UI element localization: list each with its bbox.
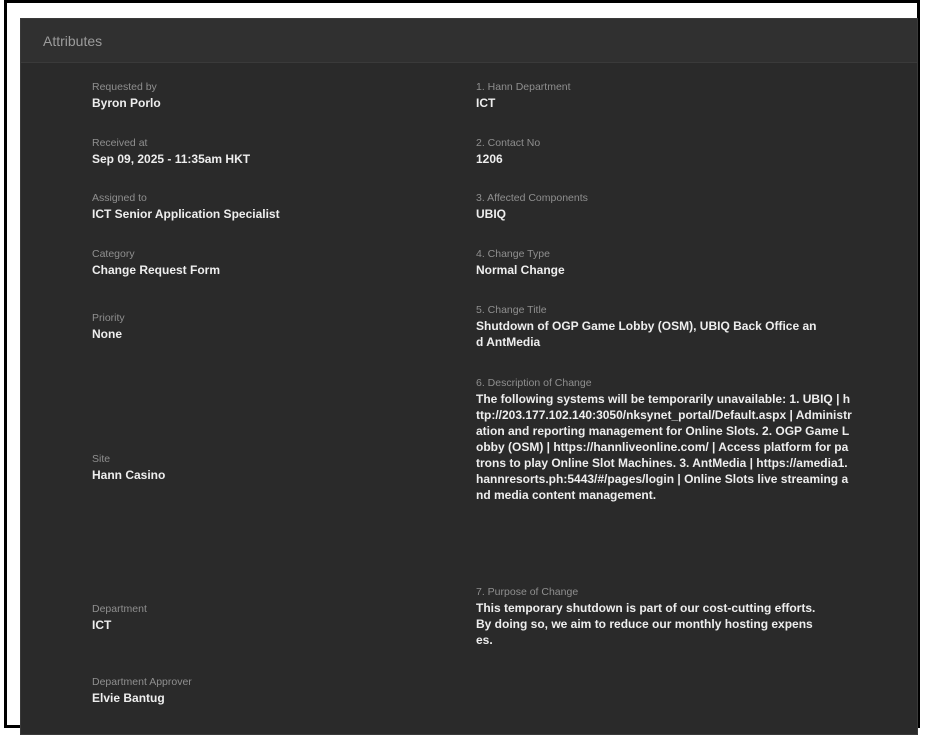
department-label: Department	[92, 603, 147, 615]
field-requested-by	[92, 80, 422, 111]
field-site	[92, 452, 422, 483]
field-department-approver	[92, 675, 422, 706]
requested-by-value: Byron Porlo	[92, 96, 161, 110]
field-assigned-to	[92, 191, 422, 222]
requested-by-label: Requested by	[92, 81, 157, 93]
affected-components-label: 3. Affected Components	[476, 192, 588, 204]
assigned-to-label: Assigned to	[92, 192, 147, 204]
department-value: ICT	[92, 618, 112, 632]
received-at-label: Received at	[92, 137, 148, 149]
site-label: Site	[92, 453, 111, 465]
field-received-at	[92, 136, 422, 167]
field-category	[92, 247, 422, 278]
field-change-type	[476, 247, 846, 278]
category-label: Category	[92, 248, 135, 260]
department-approver-value: Elvie Bantug	[92, 691, 165, 705]
field-change-title	[476, 303, 821, 350]
purpose-of-change-label: 7. Purpose of Change	[476, 586, 579, 598]
field-priority	[92, 311, 422, 342]
panel-title: Attributes	[43, 32, 103, 49]
affected-components-value: UBIQ	[476, 207, 506, 221]
field-department	[92, 602, 422, 633]
contact-no-value: 1206	[476, 152, 503, 166]
priority-label: Priority	[92, 312, 125, 324]
change-title-value: Shutdown of OGP Game Lobby (OSM), UBIQ Back Office and AntMedia	[476, 319, 817, 349]
category-value: Change Request Form	[92, 263, 221, 277]
change-type-label: 4. Change Type	[476, 248, 550, 260]
purpose-of-change-value: This temporary shutdown is part of our cost-cutting efforts. By doing so, we aim to reduce our monthly hosting expenses.	[476, 601, 816, 647]
field-description-of-change	[476, 376, 852, 503]
department-approver-label: Department Approver	[92, 676, 192, 688]
field-purpose-of-change	[476, 585, 816, 648]
priority-value: None	[92, 327, 122, 341]
site-value: Hann Casino	[92, 468, 166, 482]
change-type-value: Normal Change	[476, 263, 565, 277]
description-of-change-value: The following systems will be temporarily unavailable: 1. UBIQ | http://203.177.102.140:3050/nksynet_portal/Default.aspx | Administration and reporting management for Online Slots. 2. OGP Game Lobby (OSM) | https://hannliveonline.com/ | Access platform for patrons to play Online Slot Machines. 3. AntMedia | https://amedia1.hannresorts.ph:5443/#/pages/login | Online Slots live streaming and media content management.	[476, 392, 852, 502]
contact-no-label: 2. Contact No	[476, 137, 541, 149]
panel-header	[21, 19, 917, 63]
assigned-to-value: ICT Senior Application Specialist	[92, 207, 280, 221]
field-hann-department	[476, 80, 846, 111]
description-of-change-label: 6. Description of Change	[476, 377, 592, 389]
change-title-label: 5. Change Title	[476, 304, 547, 316]
received-at-value: Sep 09, 2025 - 11:35am HKT	[92, 152, 251, 166]
hann-department-label: 1. Hann Department	[476, 81, 571, 93]
hann-department-value: ICT	[476, 96, 496, 110]
field-contact-no	[476, 136, 846, 167]
field-affected-components	[476, 191, 846, 222]
